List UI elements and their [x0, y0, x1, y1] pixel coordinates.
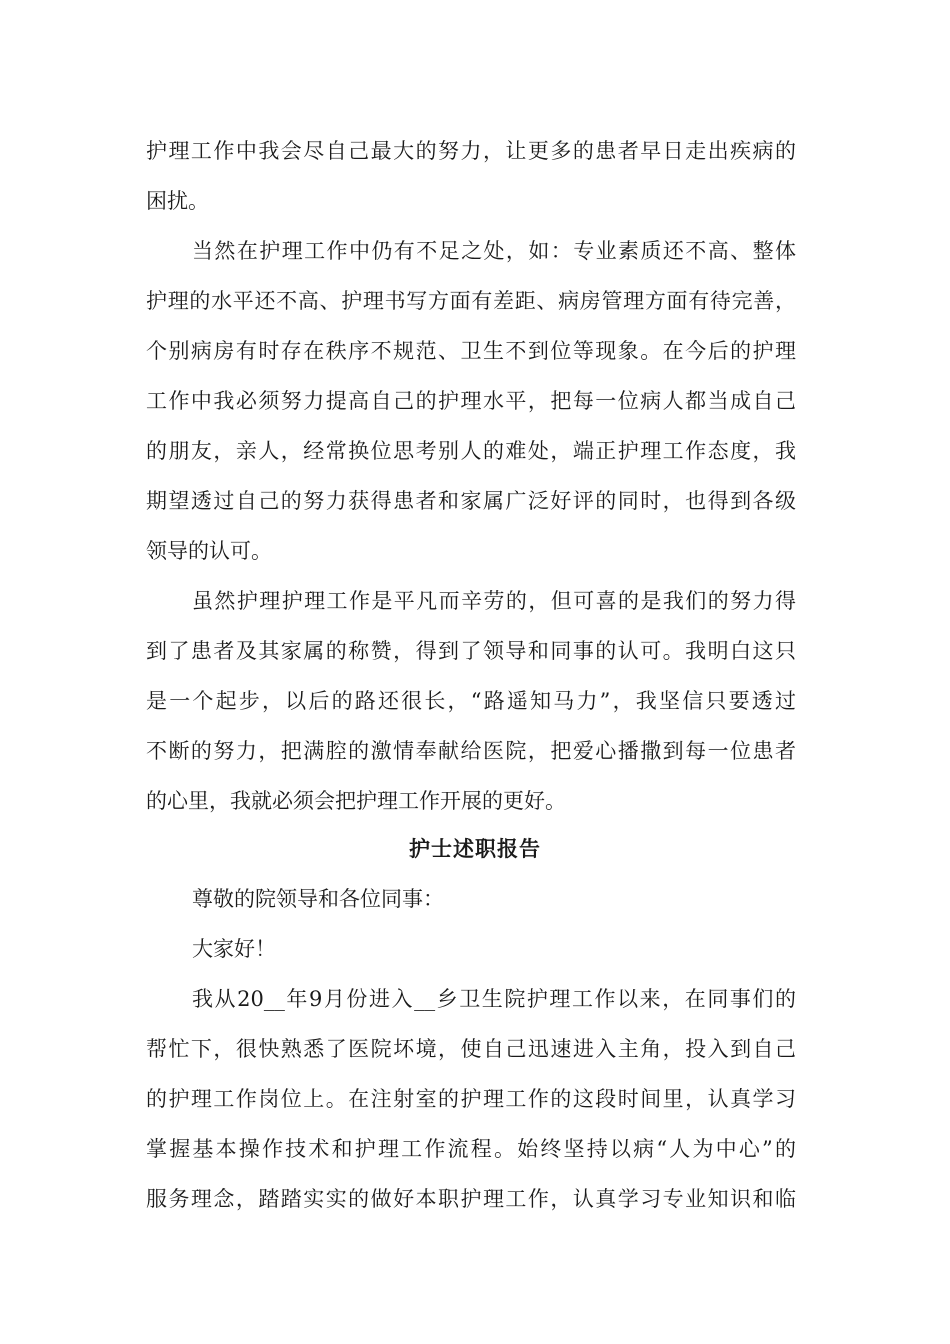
greeting: 大家好！ [192, 937, 276, 961]
body-line: 困扰。 [146, 189, 209, 213]
body-line: 掌握基本操作技术和护理工作流程。始终坚持以病“人为中心”的 [146, 1137, 796, 1161]
paragraph-first-line: 虽然护理护理工作是平凡而辛劳的，但可喜的是我们的努力得 [192, 589, 796, 613]
body-line: 的护理工作岗位上。在注射室的护理工作的这段时间里，认真学习 [146, 1087, 796, 1111]
section-title: 护士述职报告 [409, 836, 541, 861]
paragraph-first-line: 我从20__年9月份进入__乡卫生院护理工作以来，在同事们的 [192, 987, 796, 1011]
body-line: 的朋友，亲人，经常换位思考别人的难处，端正护理工作态度，我 [146, 439, 796, 463]
body-line: 是一个起步，以后的路还很长，“路遥知马力”，我坚信只要透过 [146, 689, 796, 713]
body-line: 护理的水平还不高、护理书写方面有差距、病房管理方面有待完善， [146, 289, 796, 313]
body-line: 帮忙下，很快熟悉了医院坏境，使自己迅速进入主角，投入到自己 [146, 1037, 796, 1061]
paragraph-first-line: 当然在护理工作中仍有不足之处，如：专业素质还不高、整体 [192, 239, 796, 263]
body-line: 的心里，我就必须会把护理工作开展的更好。 [146, 789, 566, 813]
body-line: 个别病房有时存在秩序不规范、卫生不到位等现象。在今后的护理 [146, 339, 796, 363]
body-line: 到了患者及其家属的称赞，得到了领导和同事的认可。我明白这只 [146, 639, 796, 663]
salutation: 尊敬的院领导和各位同事： [192, 887, 444, 911]
body-line: 服务理念，踏踏实实的做好本职护理工作，认真学习专业知识和临 [146, 1187, 796, 1211]
body-line: 护理工作中我会尽自己最大的努力，让更多的患者早日走出疾病的 [146, 139, 796, 163]
body-line: 不断的努力，把满腔的激情奉献给医院，把爱心播撒到每一位患者 [146, 739, 796, 763]
body-line: 领导的认可。 [146, 539, 272, 563]
body-line: 期望透过自己的努力获得患者和家属广泛好评的同时，也得到各级 [146, 489, 796, 513]
body-line: 工作中我必须努力提高自己的护理水平，把每一位病人都当成自己 [146, 389, 796, 413]
